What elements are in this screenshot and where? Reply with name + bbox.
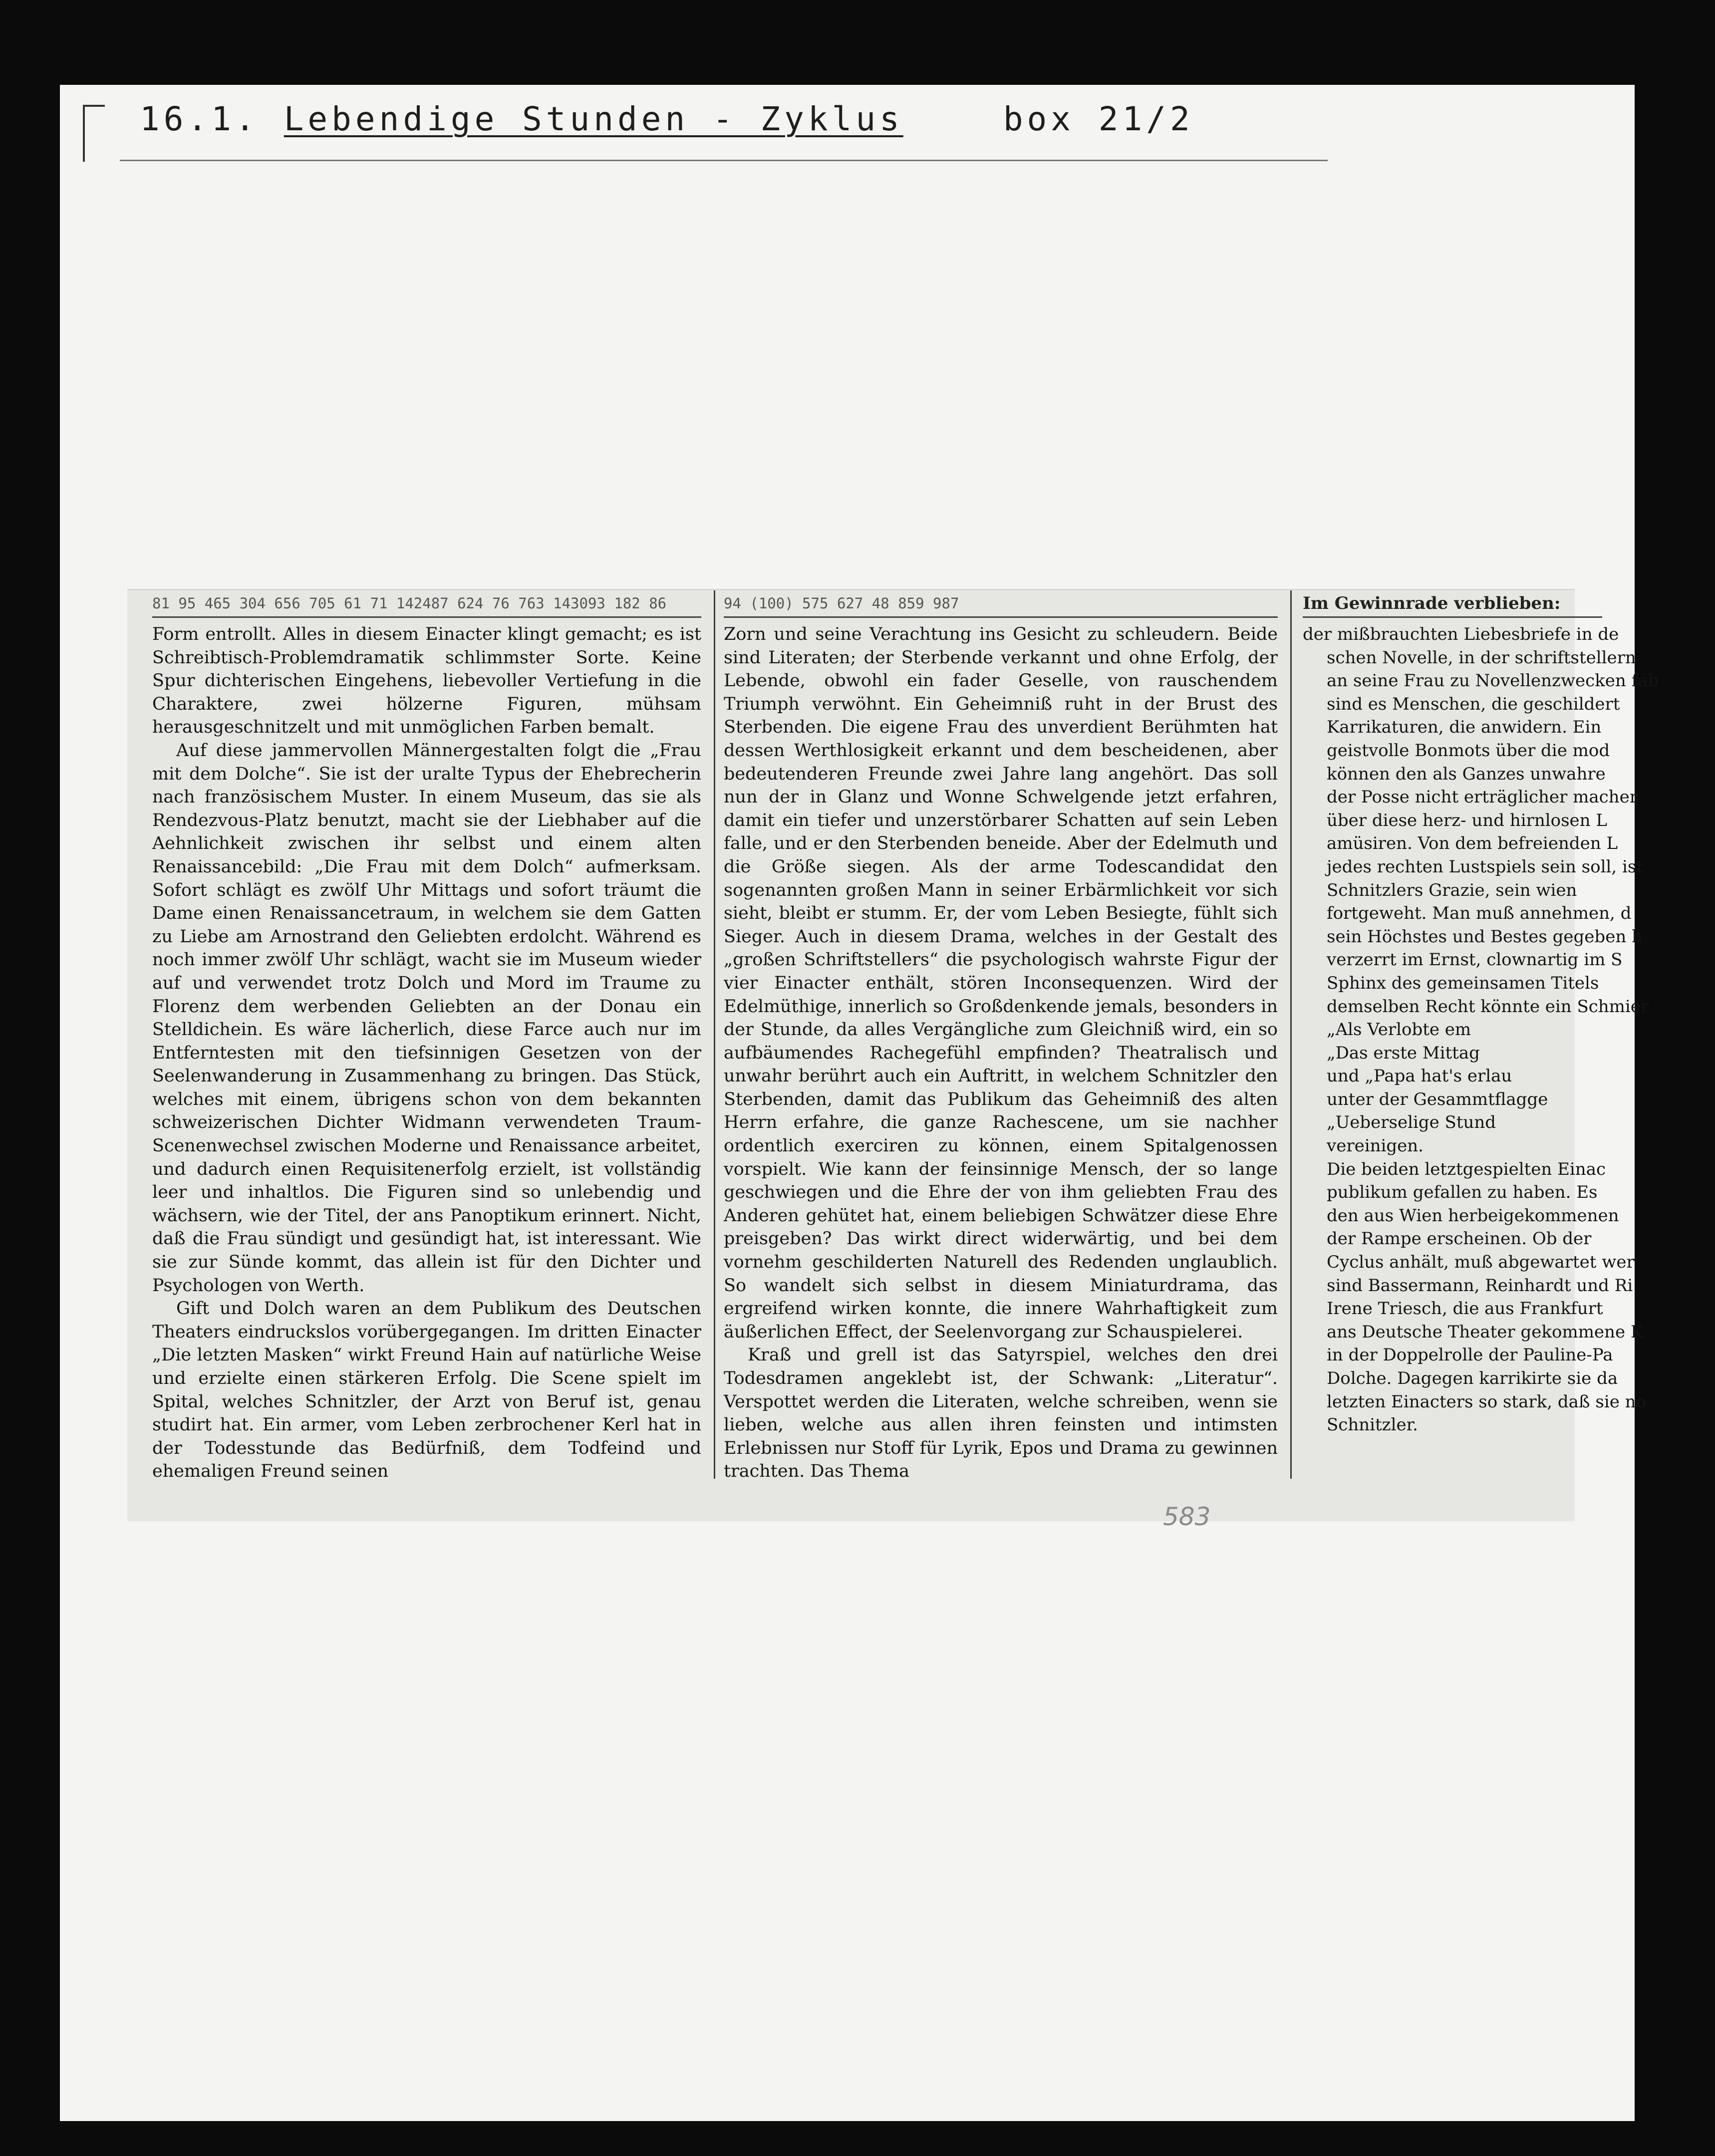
column-3-line: unter der Gesammtflagge	[1327, 1089, 1548, 1109]
column-3-line: „Als Verlobte em	[1327, 1020, 1471, 1040]
column-3-line: Schnitzler.	[1327, 1415, 1418, 1435]
column-3-line: publikum gefallen zu haben. Es	[1327, 1182, 1598, 1203]
column-3-line: amüsiren. Von dem befreienden L	[1327, 833, 1618, 854]
pencil-note: 583	[1163, 1502, 1211, 1531]
newspaper-clipping	[127, 589, 1659, 1521]
column-3-line: und „Papa hat's erlau	[1327, 1066, 1512, 1086]
column-3-text	[1303, 623, 1659, 1437]
column-3-line: Die beiden letztgespielten Einac	[1327, 1159, 1606, 1179]
column-3-heading: Im Gewinnrade verblieben:	[1303, 590, 1602, 618]
archive-header	[140, 100, 1194, 138]
column-3-line: Cyclus anhält, muß abgewartet wer	[1327, 1252, 1635, 1273]
column-1-paragraph: Gift und Dolch waren an dem Publikum des Deutschen Theaters eindruckslos vorübergegangen. Im dritten Einacter „Die letzten Masken“ wirkt Freund Hain auf natürliche Weise und erzielte einen stärkeren Erfolg. Die Scene spielt im Spital, welches Schnitzler, der Arzt von Beruf ist, genau studirt hat. Ein armer, vom Leben zerbrochener Kerl hat in der Todesstunde das Bedürfniß, dem Todfeind und ehemaligen Freund seinen	[152, 1299, 701, 1482]
column-3-line: vereinigen.	[1327, 1136, 1424, 1156]
column-3-line: Schnitzlers Grazie, sein wien	[1327, 880, 1577, 900]
column-3-line: der Rampe erscheinen. Ob der	[1327, 1229, 1592, 1249]
column-3-line: verzerrt im Ernst, clownartig im S	[1327, 950, 1623, 970]
clipping-column-3	[1303, 590, 1659, 1437]
header-box-number: box 21/2	[1003, 100, 1194, 138]
column-3-line: letzten Einacters so stark, daß sie no	[1327, 1391, 1647, 1412]
header-title: Lebendige Stunden - Zyklus	[284, 100, 903, 138]
column-3-line: jedes rechten Lustspiels sein soll, ist	[1327, 856, 1643, 877]
column-3-line: über diese herz- und hirnlosen L	[1327, 810, 1607, 830]
column-3-line: können den als Ganzes unwahre	[1327, 764, 1606, 784]
clipping-column-1	[152, 590, 701, 1483]
column-3-line: „Das erste Mittag	[1327, 1043, 1480, 1063]
column-1-paragraph: Form entrollt. Alles in diesem Einacter klingt gemacht; es ist Schreibtisch-Problemdramatik schlimmster Sorte. Keine Spur dichterischen Eingehens, liebevoller Vertiefung in die Charaktere, zwei hölzerne Figuren, mühsam herausgeschnitzelt und mit unmöglichen Farben bemalt.	[152, 624, 701, 738]
corner-mark	[83, 105, 105, 162]
column-2-paragraph: Kraß und grell ist das Satyrspiel, welches den drei Todesdramen angeklebt ist, der Schwank: „Literatur“. Verspottet werden die Literaten, welche schreiben, wenn sie lieben, welche aus allen ihren feinsten und intimsten Erlebnissen nur Stoff für Lyrik, Epos und Drama zu gewinnen trachten. Das Thema	[724, 1345, 1278, 1482]
column-3-line: schen Novelle, in der schriftstellern	[1327, 647, 1636, 668]
column-rule	[714, 590, 715, 1479]
clipping-column-2	[724, 590, 1278, 1483]
header-index: 16.1.	[140, 100, 259, 138]
column-rule	[1290, 590, 1292, 1479]
column-3-line: fortgeweht. Man muß annehmen, d	[1327, 903, 1632, 924]
column-3-line: Dolche. Dagegen karrikirte sie da	[1327, 1368, 1618, 1388]
column-3-line: ans Deutsche Theater gekommene K	[1327, 1322, 1644, 1342]
column-2-lottery-numbers: 94 (100) 575 627 48 859 987	[724, 590, 1278, 618]
column-3-line: sind es Menschen, die geschildert	[1327, 694, 1620, 714]
column-3-line: Irene Triesch, die aus Frankfurt	[1327, 1299, 1603, 1319]
column-3-line: der mißbrauchten Liebesbriefe in de	[1303, 624, 1619, 644]
column-3-line: den aus Wien herbeigekommenen	[1327, 1205, 1619, 1226]
column-1-paragraph: Auf diese jammervollen Männergestalten folgt die „Frau mit dem Dolche“. Sie ist der uralte Typus der Ehebrecherin nach französischem Muster. In einem Museum, das sie als Rendezvous-Platz benutzt, macht sie der Liebhaber auf die Aehnlichkeit zwischen ihr selbst und einem alten Renaissancebild: „Die Frau mit dem Dolch“ aufmerksam. Sofort schlägt es zwölf Uhr Mittags und sofort träumt die Dame einen Renaissancetraum, in welchem sie dem Gatten zu Liebe am Arnostrand den Geliebten erdolcht. Während es noch immer zwölf Uhr schlägt, wacht sie im Museum wieder auf und verwendet trotz Dolch und Mord im Traume zu Florenz dem werbenden Geliebten an der Donau ein Stelldichein. Es wäre lächerlich, diese Farce auch nur im Entferntesten mit den tiefsinnigen Gesetzen von der Seelenwanderung in Zusammenhang zu bringen. Das Stück, welches mit einem, übrigens schon von dem bekannten schweizerischen Dichter Widmann verwendeten Traum-Scenenwechsel zwischen Moderne und Renaissance arbeitet, und dadurch einen Requisitenerfolg erzielt, ist vollständig leer und inhaltlos. Die Figuren sind so unlebendig und wächsern, wie der Titel, der ans Panoptikum erinnert. Nicht, daß die Frau sündigt und gesündigt hat, ist interessant. Wie sie zur Sünde kommt, das allein ist für den Dichter und Psychologen von Werth.	[152, 740, 701, 1296]
column-3-line: demselben Recht könnte ein Schmier	[1327, 996, 1649, 1017]
column-3-line: Karrikaturen, die anwidern. Ein	[1327, 717, 1602, 738]
column-3-line: „Ueberselige Stund	[1327, 1112, 1496, 1133]
column-3-line: in der Doppelrolle der Pauline-Pa	[1327, 1345, 1613, 1365]
column-3-line: Sphinx des gemeinsamen Titels	[1327, 973, 1599, 993]
column-3-line: geistvolle Bonmots über die mod	[1327, 740, 1610, 761]
column-3-line: an seine Frau zu Novellenzwecken fab	[1327, 671, 1659, 691]
column-3-line: der Posse nicht erträglicher macher	[1327, 787, 1638, 808]
column-2-paragraph: Zorn und seine Verachtung ins Gesicht zu schleudern. Beide sind Literaten; der Sterbende verkannt und ohne Erfolg, der Lebende, obwohl ein fader Geselle, von rauschendem Triumph verwöhnt. Ein Geheimniß ruht in der Brust des Sterbenden. Die eigene Frau des unverdient Berühmten hat dessen Werthlosigkeit erkannt und dem bescheidenen, aber bedeutenderen Freunde zwei Jahre lang angehört. Das soll nun der in Glanz und Wonne Schwelgende jetzt erfahren, damit ein tiefer und unzerstörbarer Schatten auf sein Leben falle, und er den Sterbenden beneide. Aber der Edelmuth und die Größe siegen. Als der arme Todescandidat den sogenannten großen Mann in seiner Erbärmlichkeit vor sich sieht, bleibt er stumm. Er, der vom Leben Besiegte, fühlt sich Sieger. Auch in diesem Drama, welches in der Gestalt des „großen Schriftstellers“ die psychologisch wahrste Figur der vier Einacter enthält, stören Inconsequenzen. Wird der Edelmüthige, innerlich so Großdenkende jemals, besonders in der Stunde, da alles Vergängliche zum Gleichniß wird, ein so aufbäumendes Rachegefühl empfinden? Theatralisch und unwahr berührt auch ein Auftritt, in welchem Schnitzler den Sterbenden, damit das Publikum das Geheimniß des alten Herrn erfahre, die ganze Rachescene, um sie nachher ordentlich exerciren zu können, einem Spitalgenossen vorspielt. Wie kann der feinsinnige Mensch, der so lange geschwiegen und die Ehre der von ihm geliebten Frau des Anderen gehütet hat, einem beliebigen Schwätzer diese Ehre preisgeben? Das wirkt direct widerwärtig, und bei dem vornehm geschilderten Naturell des Redenden unglaublich. So wandelt sich selbst in diesem Miniaturdrama, das ergreifend wirken konnte, die innere Wahrhaftigkeit zum äußerlichen Effect, der Seelenvorgang zur Schauspielerei.	[724, 624, 1278, 1342]
header-divider	[120, 160, 1328, 161]
column-3-line: sein Höchstes und Bestes gegeben h	[1327, 926, 1643, 947]
column-1-lottery-numbers: 81 95 465 304 656 705 61 71 142487 624 76 763 143093 182 86	[152, 590, 701, 618]
column-3-line: sind Bassermann, Reinhardt und Ri	[1327, 1275, 1633, 1296]
